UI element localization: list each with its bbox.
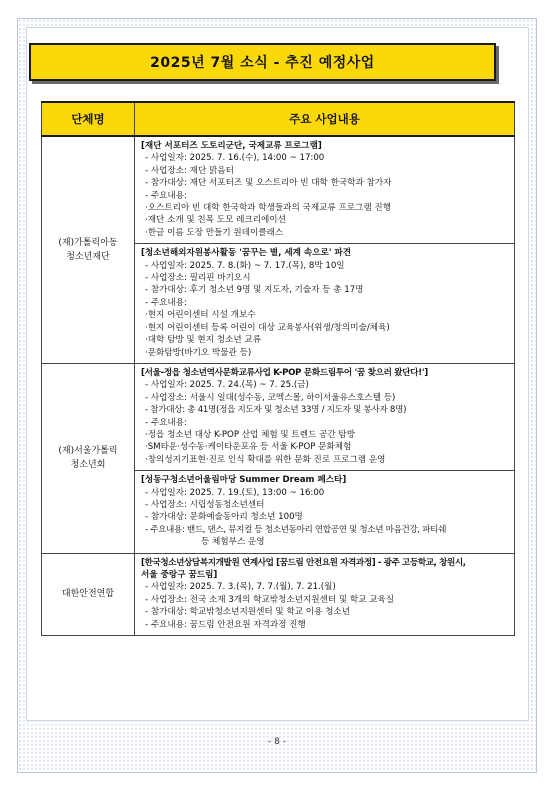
project-bullet: ·대학 탐방 및 현지 청소년 교류 (145, 335, 262, 346)
project-bullet: ·문화탐방(바기오 박물관 등) (145, 347, 252, 358)
project-line: - 주요내용: (145, 417, 187, 428)
project-cell (135, 136, 515, 244)
project-line: - 주요내용: 밴드, 댄스, 뮤지컬 등 청소년동아리 연합공연 및 청소년 마음건강, 파티쉐 (145, 524, 447, 535)
project-line: - 사업일자: 2025. 7. 16.(수), 14:00 ~ 17:00 (145, 153, 325, 164)
project-title: [재단 서포터즈 도토리군단, 국제교류 프로그램] (141, 141, 322, 151)
project-line: - 사업일자: 2025. 7. 8.(화) ~ 7. 17.(목), 8박 10일 (145, 260, 345, 271)
project-bullet: ·정읍 청소년 대상 K-POP 산업 체험 및 트렌드 공간 탐방 (145, 429, 356, 440)
page-title-text: 2025년 7월 소식 - 추진 예정사업 (150, 55, 375, 71)
project-title: [서울-정읍 청소년역사문화교류사업 K-POP 문화드림투어 '꿈 찾으러 왔단다!'] (141, 367, 428, 378)
project-line: - 참가대상: 후기 청소년 9명 및 지도자, 기술자 등 총 17명 (145, 285, 364, 296)
table-header-row (42, 102, 515, 136)
project-title: [성동구청소년어울림마당 Summer Dream 페스타] (141, 475, 347, 486)
project-title: [청소년해외자원봉사활동 '꿈꾸는 별, 세계 속으로' 파견 (141, 248, 352, 259)
project-bullet: ·재단 소개 및 친목 도모 레크리에이션 (145, 215, 286, 226)
project-line: - 사업일자: 2025. 7. 24.(목) ~ 7. 25.(금) (145, 380, 309, 391)
project-line: - 사업장소: 전국 소재 3개의 학교밖청소년지원센터 및 학교 교육실 (145, 594, 395, 605)
project-bullet: ·오스트리아 빈 대학 한국학과 학생들과의 국제교류 프로그램 진행 (145, 203, 391, 214)
project-line: - 사업장소: 시립성동청소년센터 (145, 499, 265, 510)
org-name-line: 대한안전연합 (61, 589, 115, 600)
project-line: - 참가대상: 학교밖청소년지원센터 및 학교 이용 청소년 (145, 607, 351, 618)
project-line: - 주요내용: 꿈드림 안전요원 자격과정 진행 (145, 619, 306, 630)
project-line: - 사업장소: 재단 맑음터 (145, 165, 234, 176)
project-line: 등 체험부스 운영 (201, 537, 265, 548)
project-line: - 참가대상: 재단 서포터즈 및 오스트리아 빈 대학 한국학과 참가자 (145, 178, 392, 189)
org-name-line: 청소년회 (70, 460, 106, 471)
project-line: - 사업일자: 2025. 7. 3.(목), 7. 7.(월), 7. 21.(월) (145, 582, 336, 593)
project-bullet: ·한글 이름 도장 만들기 원데이클래스 (145, 227, 284, 238)
org-name-cell (42, 136, 135, 363)
project-line: - 사업장소: 서울시 일대(성수동, 코엑스몰, 하이서울유스호스텔 등) (145, 392, 396, 403)
project-line: - 사업일자: 2025. 7. 19.(토), 13:00 ~ 16:00 (145, 487, 325, 498)
project-bullet: ·창의성지기표현·진로 인식 확대를 위한 문화 진로 프로그램 운영 (145, 454, 386, 465)
project-title: 서울 중랑구 꿈드림] (141, 570, 218, 580)
org-name-line: (재)가톨릭아동 (58, 237, 118, 248)
header-org: 단체명 (42, 102, 135, 136)
page-title (29, 43, 496, 81)
project-line: - 주요내용: (145, 190, 187, 201)
table-row (42, 553, 515, 635)
project-line: - 사업장소: 필리핀 바기오시 (145, 273, 251, 284)
project-cell (135, 553, 515, 635)
project-cell (135, 244, 515, 364)
page-number: - 8 - (268, 737, 286, 747)
org-name-line: (재)서울가톨릭 (58, 446, 118, 457)
header-content: 주요 사업내용 (135, 102, 515, 136)
table-row (42, 136, 515, 244)
org-name-cell (42, 553, 135, 635)
project-bullet: ·SM타운·성수동·케이타운포유 등 서울 K-POP 문화체험 (145, 442, 352, 453)
project-title: [한국청소년상담복지개발원 연계사업 [꿈드림 안전요원 자격과정] - 광주 고등학교, 창원시, (141, 557, 466, 568)
org-name-cell (42, 363, 135, 553)
project-bullet: ·현지 어린이센터 시설 개보수 (145, 310, 256, 321)
project-line: - 참가대상: 총 41명(정읍 지도자 및 청소년 33명 / 지도자 및 봉사자 8명) (145, 405, 407, 416)
project-line: - 참가대상: 문화예술동아리 청소년 100명 (145, 512, 303, 523)
org-name-line: 청소년재단 (66, 251, 110, 262)
project-bullet: ·현지 어린이센터 등록 어린이 대상 교육봉사(위생/창의미술/체육) (145, 322, 390, 333)
project-cell (135, 363, 515, 470)
project-cell (135, 471, 515, 553)
project-line: - 주요내용: (145, 297, 187, 308)
project-table (41, 101, 515, 636)
table-row (42, 363, 515, 470)
